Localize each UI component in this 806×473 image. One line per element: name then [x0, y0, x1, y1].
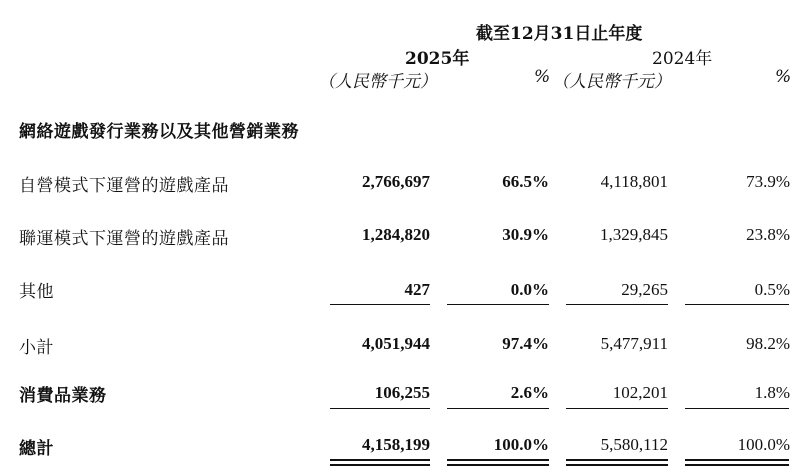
double-rule-top [566, 459, 668, 461]
cell-2024-pct: 100.0% [737, 435, 790, 454]
double-rule-bottom [566, 464, 668, 466]
period-header: 截至12月31日止年度 [476, 24, 643, 44]
cell-2025-value: 4,158,199 [362, 435, 430, 454]
cell-2024-value: 5,477,911 [600, 334, 668, 353]
double-rule-bottom [447, 464, 549, 466]
row-label: 自營模式下運營的遊戲產品 [19, 176, 229, 196]
subtotal-rule [447, 304, 549, 305]
cell-2025-value: 1,284,820 [362, 225, 430, 244]
cell-2025-pct: 66.5% [502, 172, 549, 191]
row-label: 其他 [19, 282, 54, 302]
cell-2024-pct: 0.5% [754, 280, 790, 299]
row-label: 消費品業務 [19, 386, 107, 406]
section-title: 網絡遊戲發行業務以及其他營銷業務 [19, 122, 299, 142]
cell-2024-pct: 23.8% [746, 225, 790, 244]
row-label: 小計 [19, 338, 54, 358]
unit-2025-header: （人民幣千元） [318, 72, 437, 92]
row-label: 聯運模式下運營的遊戲產品 [19, 229, 229, 249]
pct-2024-header: % [775, 67, 792, 87]
total-rule [447, 408, 549, 409]
cell-2024-pct: 1.8% [754, 383, 790, 402]
cell-2025-pct: 30.9% [502, 225, 549, 244]
cell-2024-value: 1,329,845 [600, 225, 668, 244]
double-rule-bottom [330, 464, 430, 466]
year-2024-header: 2024年 [652, 49, 713, 69]
subtotal-rule [330, 304, 430, 305]
double-rule-top [685, 459, 789, 461]
cell-2025-pct: 97.4% [502, 334, 549, 353]
pct-2025-header: % [534, 67, 551, 87]
cell-2024-pct: 73.9% [746, 172, 790, 191]
total-rule [330, 408, 430, 409]
cell-2024-value: 29,265 [621, 280, 668, 299]
double-rule-top [330, 459, 430, 461]
year-2025-header: 2025年 [405, 49, 470, 69]
double-rule-top [447, 459, 549, 461]
cell-2025-pct: 2.6% [510, 383, 549, 402]
cell-2025-value: 106,255 [374, 383, 430, 402]
row-label: 總計 [19, 439, 54, 459]
double-rule-bottom [685, 464, 789, 466]
unit-2024-header: （人民幣千元） [552, 72, 671, 92]
cell-2025-pct: 100.0% [493, 435, 549, 454]
cell-2024-pct: 98.2% [746, 334, 790, 353]
cell-2024-value: 5,580,112 [600, 435, 668, 454]
total-rule [566, 408, 668, 409]
subtotal-rule [566, 304, 668, 305]
cell-2024-value: 4,118,801 [600, 172, 668, 191]
cell-2025-pct: 0.0% [510, 280, 549, 299]
total-rule [685, 408, 789, 409]
cell-2025-value: 4,051,944 [362, 334, 430, 353]
cell-2025-value: 2,766,697 [362, 172, 430, 191]
cell-2025-value: 427 [404, 280, 430, 299]
subtotal-rule [685, 304, 789, 305]
cell-2024-value: 102,201 [612, 383, 668, 402]
